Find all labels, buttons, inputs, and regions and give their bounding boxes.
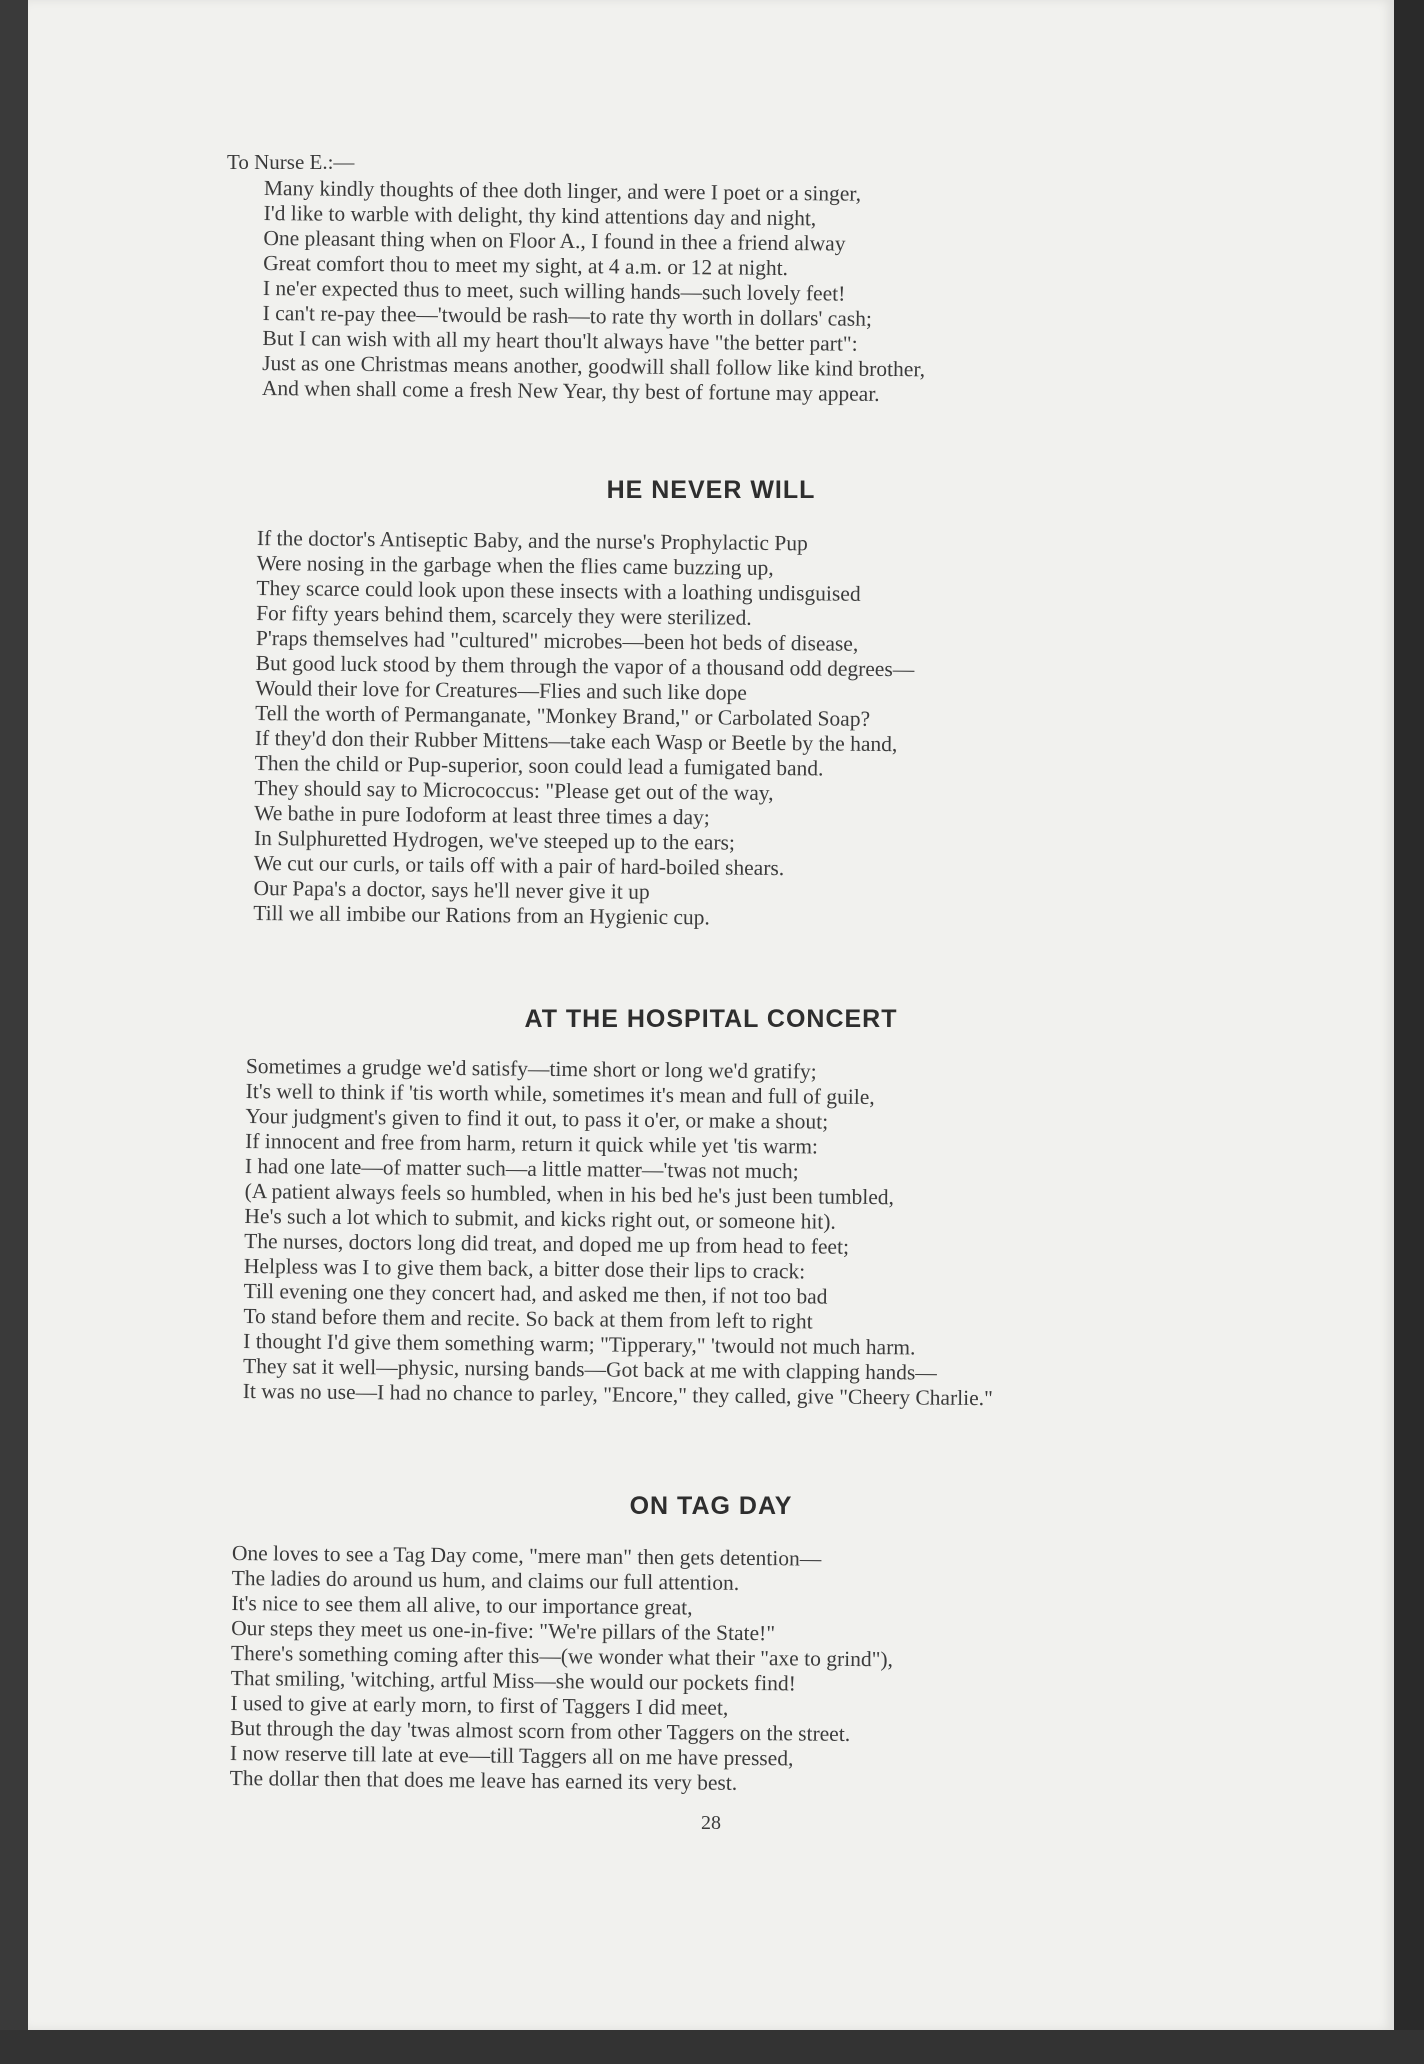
poem-line: The ladies do around us hum, and claims our full attention. (231, 1565, 740, 1595)
poem-title-concert: AT THE HOSPITAL CONCERT (524, 1005, 898, 1033)
poem-tag-day (230, 1541, 894, 1797)
poem-line: There's something coming after this—(we wonder what their "axe to grind"), (230, 1640, 894, 1672)
poem-line: One loves to see a Tag Day come, "mere man" then gets detention— (231, 1541, 822, 1571)
poem-line: They should say to Micrococcus: "Please get out of the way, (254, 775, 774, 805)
greeting: To Nurse E.:— (227, 150, 355, 174)
poem-line: Then the child or Pup-superior, soon could lead a fumigated band. (254, 750, 824, 781)
poem-line: Just as one Christmas means another, goodwill shall follow like kind brother, (262, 350, 926, 382)
poem-line: In Sulphuretted Hydrogen, we've steeped up to the ears; (253, 825, 736, 855)
poem-line: I used to give at early morn, to first of Taggers I did meet, (230, 1690, 729, 1720)
poem-line: If they'd don their Rubber Mittens—take each Wasp or Beetle by the hand, (254, 725, 898, 757)
poem-title-never-will: HE NEVER WILL (606, 476, 816, 504)
poem-line: Till evening one they concert had, and asked me then, if not too bad (243, 1278, 828, 1309)
poem-line: And when shall come a fresh New Year, thy best of fortune may appear. (261, 375, 880, 406)
poem-nurse (262, 176, 927, 407)
page-shadow-left (0, 0, 28, 2064)
poem-line: Helpless was I to give them back, a bitter dose their lips to crack: (243, 1253, 806, 1284)
poem-line: Many kindly thoughts of thee doth linger, and were I poet or a singer, (263, 176, 862, 206)
poem-line: It's well to think if 'tis worth while, sometimes it's mean and full of guile, (245, 1078, 875, 1110)
poem-concert (243, 1054, 996, 1411)
page-number: 28 (701, 1812, 721, 1834)
poem-line: I ne'er expected thus to meet, such willing hands—such lovely feet! (262, 275, 846, 306)
poem-title-tag-day: ON TAG DAY (629, 1492, 793, 1520)
poem-line: For fifty years behind them, scarcely they were sterilized. (256, 600, 752, 630)
page-shadow-right (1394, 0, 1424, 2064)
poem-line: I thought I'd give them something warm; "Tipperary," 'twould not much harm. (243, 1328, 916, 1360)
poem-line: But good luck stood by them through the vapor of a thousand odd degrees— (255, 650, 915, 682)
poem-line: If innocent and free from harm, return it quick while yet 'tis warm: (245, 1128, 819, 1159)
poem-line: If the doctor's Antiseptic Baby, and the nurse's Prophylactic Pup (256, 526, 808, 556)
poem-line: Your judgment's given to find it out, to pass it o'er, or make a shout; (245, 1103, 829, 1134)
poem-line: They scarce could look upon these insects with a loathing undisguised (256, 575, 861, 606)
poem-line: (A patient always feels so humbled, when in his bed he's just been tumbled, (244, 1178, 895, 1210)
poem-line: Would their love for Creatures—Flies and such like dope (255, 675, 748, 705)
poem-line: I'd like to warble with delight, thy kind attentions day and night, (263, 200, 817, 231)
document-page (28, 0, 1394, 2030)
poem-line: It was no use—I had no chance to parley, "Encore," they called, give "Cheery Charlie." (242, 1378, 993, 1411)
poem-line: That smiling, 'witching, artful Miss—she would our pockets find! (230, 1665, 796, 1696)
poem-line: They sat it well—physic, nursing bands—Got back at me with clapping hands— (242, 1353, 937, 1385)
poem-line: We cut our curls, or tails off with a pair of hard-boiled shears. (253, 850, 785, 881)
poem-line: I had one late—of matter such—a little matter—'twas not much; (244, 1153, 799, 1184)
poem-line: One pleasant thing when on Floor A., I found in thee a friend alway (263, 225, 846, 256)
poem-line: Our steps they meet us one-in-five: "We're pillars of the State!" (231, 1615, 776, 1646)
poem-line: But I can wish with all my heart thou'lt always have "the better part": (262, 325, 858, 356)
poem-line: But through the day 'twas almost scorn from other Taggers on the street. (230, 1715, 851, 1746)
poem-line: Tell the worth of Permanganate, "Monkey Brand," or Carbolated Soap? (255, 700, 871, 731)
poem-line: P'raps themselves had "cultured" microbes—been hot beds of disease, (255, 625, 859, 656)
poem-line: I can't re-pay thee—'twould be rash—to rate thy worth in dollars' cash; (262, 300, 873, 331)
poem-line: We bathe in pure Iodoform at least three times a day; (254, 800, 710, 830)
poem-line: Sometimes a grudge we'd satisfy—time short or long we'd gratify; (245, 1054, 817, 1084)
poem-line: Were nosing in the garbage when the flies came buzzing up, (256, 550, 774, 580)
poem-line: Great comfort thou to meet my sight, at 4 a.m. or 12 at night. (263, 250, 789, 281)
poem-line: The dollar then that does me leave has earned its very best. (229, 1765, 738, 1795)
poem-line: To stand before them and recite. So back at them from left to right (243, 1303, 813, 1334)
poem-line: He's such a lot which to submit, and kicks right out, or someone hit). (244, 1203, 837, 1234)
page-shadow-bottom (0, 2030, 1424, 2064)
poem-line: Our Papa's a doctor, says he'll never give it up (253, 875, 650, 904)
poem-line: It's nice to see them all alive, to our importance great, (231, 1590, 693, 1620)
poem-line: I now reserve till late at eve—till Taggers all on me have pressed, (229, 1740, 794, 1771)
poem-line: Till we all imbibe our Rations from an Hygienic cup. (253, 900, 711, 930)
poem-line: The nurses, doctors long did treat, and doped me up from head to feet; (244, 1228, 850, 1259)
poem-never-will (253, 526, 915, 932)
